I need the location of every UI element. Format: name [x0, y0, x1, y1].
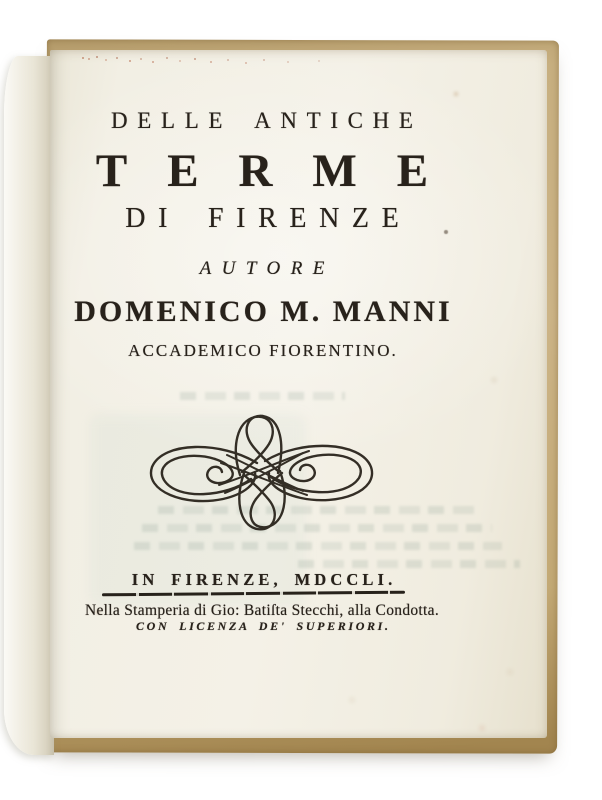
imprint-printer: Nella Stamperia di Gio: Batiſta Stecchi, alla Condotta. — [84, 602, 440, 619]
letterpress-text-column — [50, 50, 474, 738]
author-affiliation: ACCADEMICO FIORENTINO. — [128, 341, 398, 360]
main-title: TERME — [95, 145, 469, 197]
calligraphic-flourish-ornament — [145, 411, 380, 533]
author-label: AUTORE — [199, 258, 335, 279]
subtitle: DI FIRENZE — [125, 203, 412, 234]
facing-page — [4, 56, 54, 755]
title-page — [50, 50, 547, 738]
imprint-rule — [102, 591, 405, 597]
half-title: DELLE ANTICHE — [111, 108, 423, 133]
imprint-place-date: IN FIRENZE, MDCCLI. — [131, 570, 397, 589]
author-name: DOMENICO M. MANNI — [74, 295, 453, 328]
imprint-license: CON LICENZA DE' SUPERIORI. — [136, 618, 391, 633]
